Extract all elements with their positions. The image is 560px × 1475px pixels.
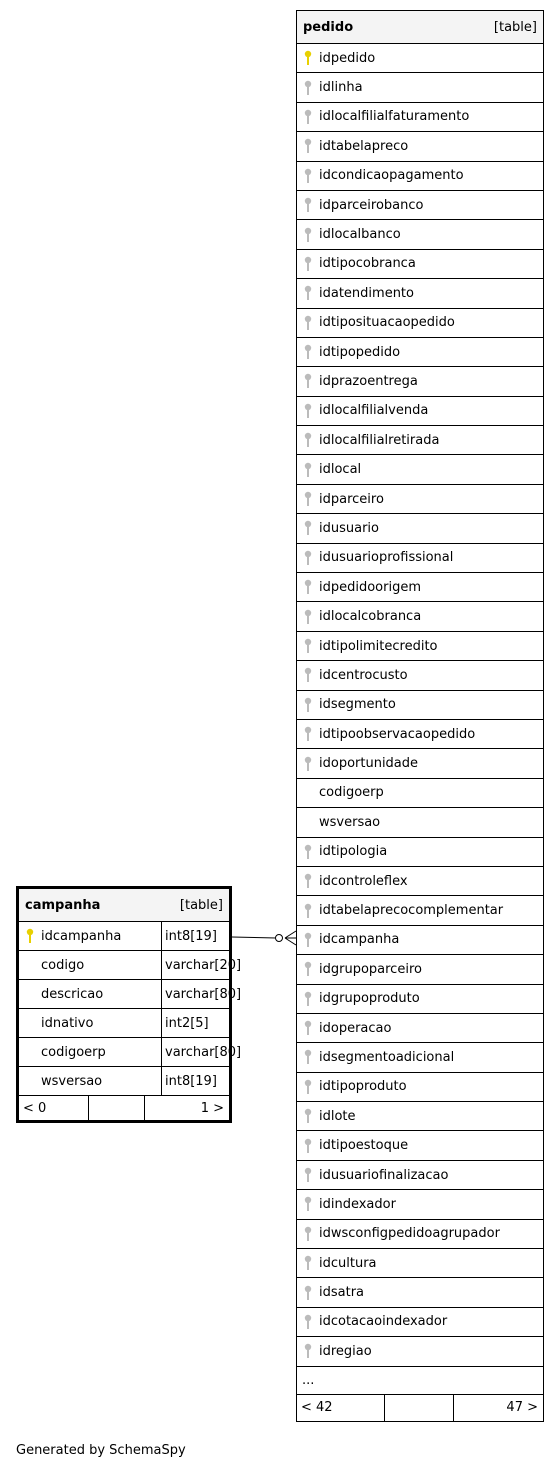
column-name: idsegmentoadicional — [319, 1049, 455, 1065]
parents-count: < 0 — [19, 1096, 89, 1120]
column-name: idcampanha — [319, 932, 400, 948]
column-name: idtipologia — [319, 844, 388, 860]
children-count: 1 > — [200, 1100, 224, 1116]
more-columns-indicator: ... — [297, 1367, 543, 1395]
column-name: idlote — [319, 1108, 356, 1124]
column-name: idcondicaopagamento — [319, 168, 464, 184]
column-name: idtipocobranca — [319, 256, 416, 272]
column-name: idtipoobservacaopedido — [319, 726, 476, 742]
column-name: idgrupoproduto — [319, 991, 420, 1007]
column-name: idlocalfilialretirada — [319, 432, 440, 448]
column-name: codigoerp — [41, 1044, 106, 1060]
column-name: wsversao — [319, 814, 381, 830]
column-name: idlocalcobranca — [319, 609, 422, 625]
column-name: idlinha — [319, 80, 363, 96]
table-kind-label: [table] — [179, 897, 223, 913]
column-name: idpedidoorigem — [319, 579, 422, 595]
column-name: wsversao — [41, 1073, 103, 1089]
column-name: idwsconfigpedidoagrupador — [319, 1226, 500, 1242]
column-type: varchar[80] — [161, 980, 243, 1008]
table-name: pedido — [303, 19, 354, 35]
children-count: 47 > — [506, 1400, 538, 1416]
column-name: idcultura — [319, 1255, 377, 1271]
column-name: idcontroleflex — [319, 873, 408, 889]
column-name: idtipoestoque — [319, 1138, 409, 1154]
zero-cardinality-marker — [276, 935, 283, 942]
column-name: idsatra — [319, 1285, 365, 1301]
column-name: idparceirobanco — [319, 197, 424, 213]
column-name: idusuariofinalizacao — [319, 1167, 449, 1183]
column-type: int2[5] — [161, 1009, 243, 1037]
column-name: idtipoproduto — [319, 1079, 407, 1095]
relationship-connector — [232, 937, 276, 938]
column-name: codigo — [41, 957, 85, 973]
column-name: idparceiro — [319, 491, 384, 507]
column-name: idlocalbanco — [319, 227, 401, 243]
column-name: idnativo — [41, 1015, 94, 1031]
column-name: descricao — [41, 986, 104, 1002]
column-name: idtabelaprecocomplementar — [319, 903, 504, 919]
crowfoot-marker — [285, 938, 296, 945]
table-kind-label: [table] — [493, 19, 537, 35]
column-name: idgrupoparceiro — [319, 961, 422, 977]
column-name: idcotacaoindexador — [319, 1314, 448, 1330]
column-name: idtipopedido — [319, 344, 401, 360]
table-name: campanha — [25, 897, 101, 913]
column-name: idcentrocusto — [319, 667, 408, 683]
column-name: idcampanha — [41, 928, 122, 944]
generated-by-label: Generated by SchemaSpy — [16, 1443, 186, 1458]
column-type: int8[19] — [161, 1067, 243, 1095]
parents-count: < 42 — [297, 1395, 385, 1421]
column-name: idoportunidade — [319, 756, 419, 772]
column-name: idindexador — [319, 1196, 396, 1212]
column-name: idpedido — [319, 50, 376, 66]
column-type: int8[19] — [161, 922, 243, 950]
column-name: idlocalfilialfaturamento — [319, 109, 470, 125]
column-type: varchar[80] — [161, 1038, 243, 1066]
column-name: idtipolimitecredito — [319, 638, 438, 654]
column-name: idtiposituacaopedido — [319, 315, 455, 331]
column-name: idlocal — [319, 462, 362, 478]
column-name: idoperacao — [319, 1020, 392, 1036]
crowfoot-marker — [285, 931, 296, 938]
column-name: idsegmento — [319, 697, 396, 713]
column-name: idusuarioprofissional — [319, 550, 454, 566]
column-name: codigoerp — [319, 785, 384, 801]
column-type: varchar[20] — [161, 951, 243, 979]
column-name: idusuario — [319, 520, 379, 536]
column-name: idlocalfilialvenda — [319, 403, 429, 419]
column-name: idtabelapreco — [319, 138, 409, 154]
column-name: idregiao — [319, 1343, 372, 1359]
column-name: idprazoentrega — [319, 373, 418, 389]
column-name: idatendimento — [319, 285, 414, 301]
